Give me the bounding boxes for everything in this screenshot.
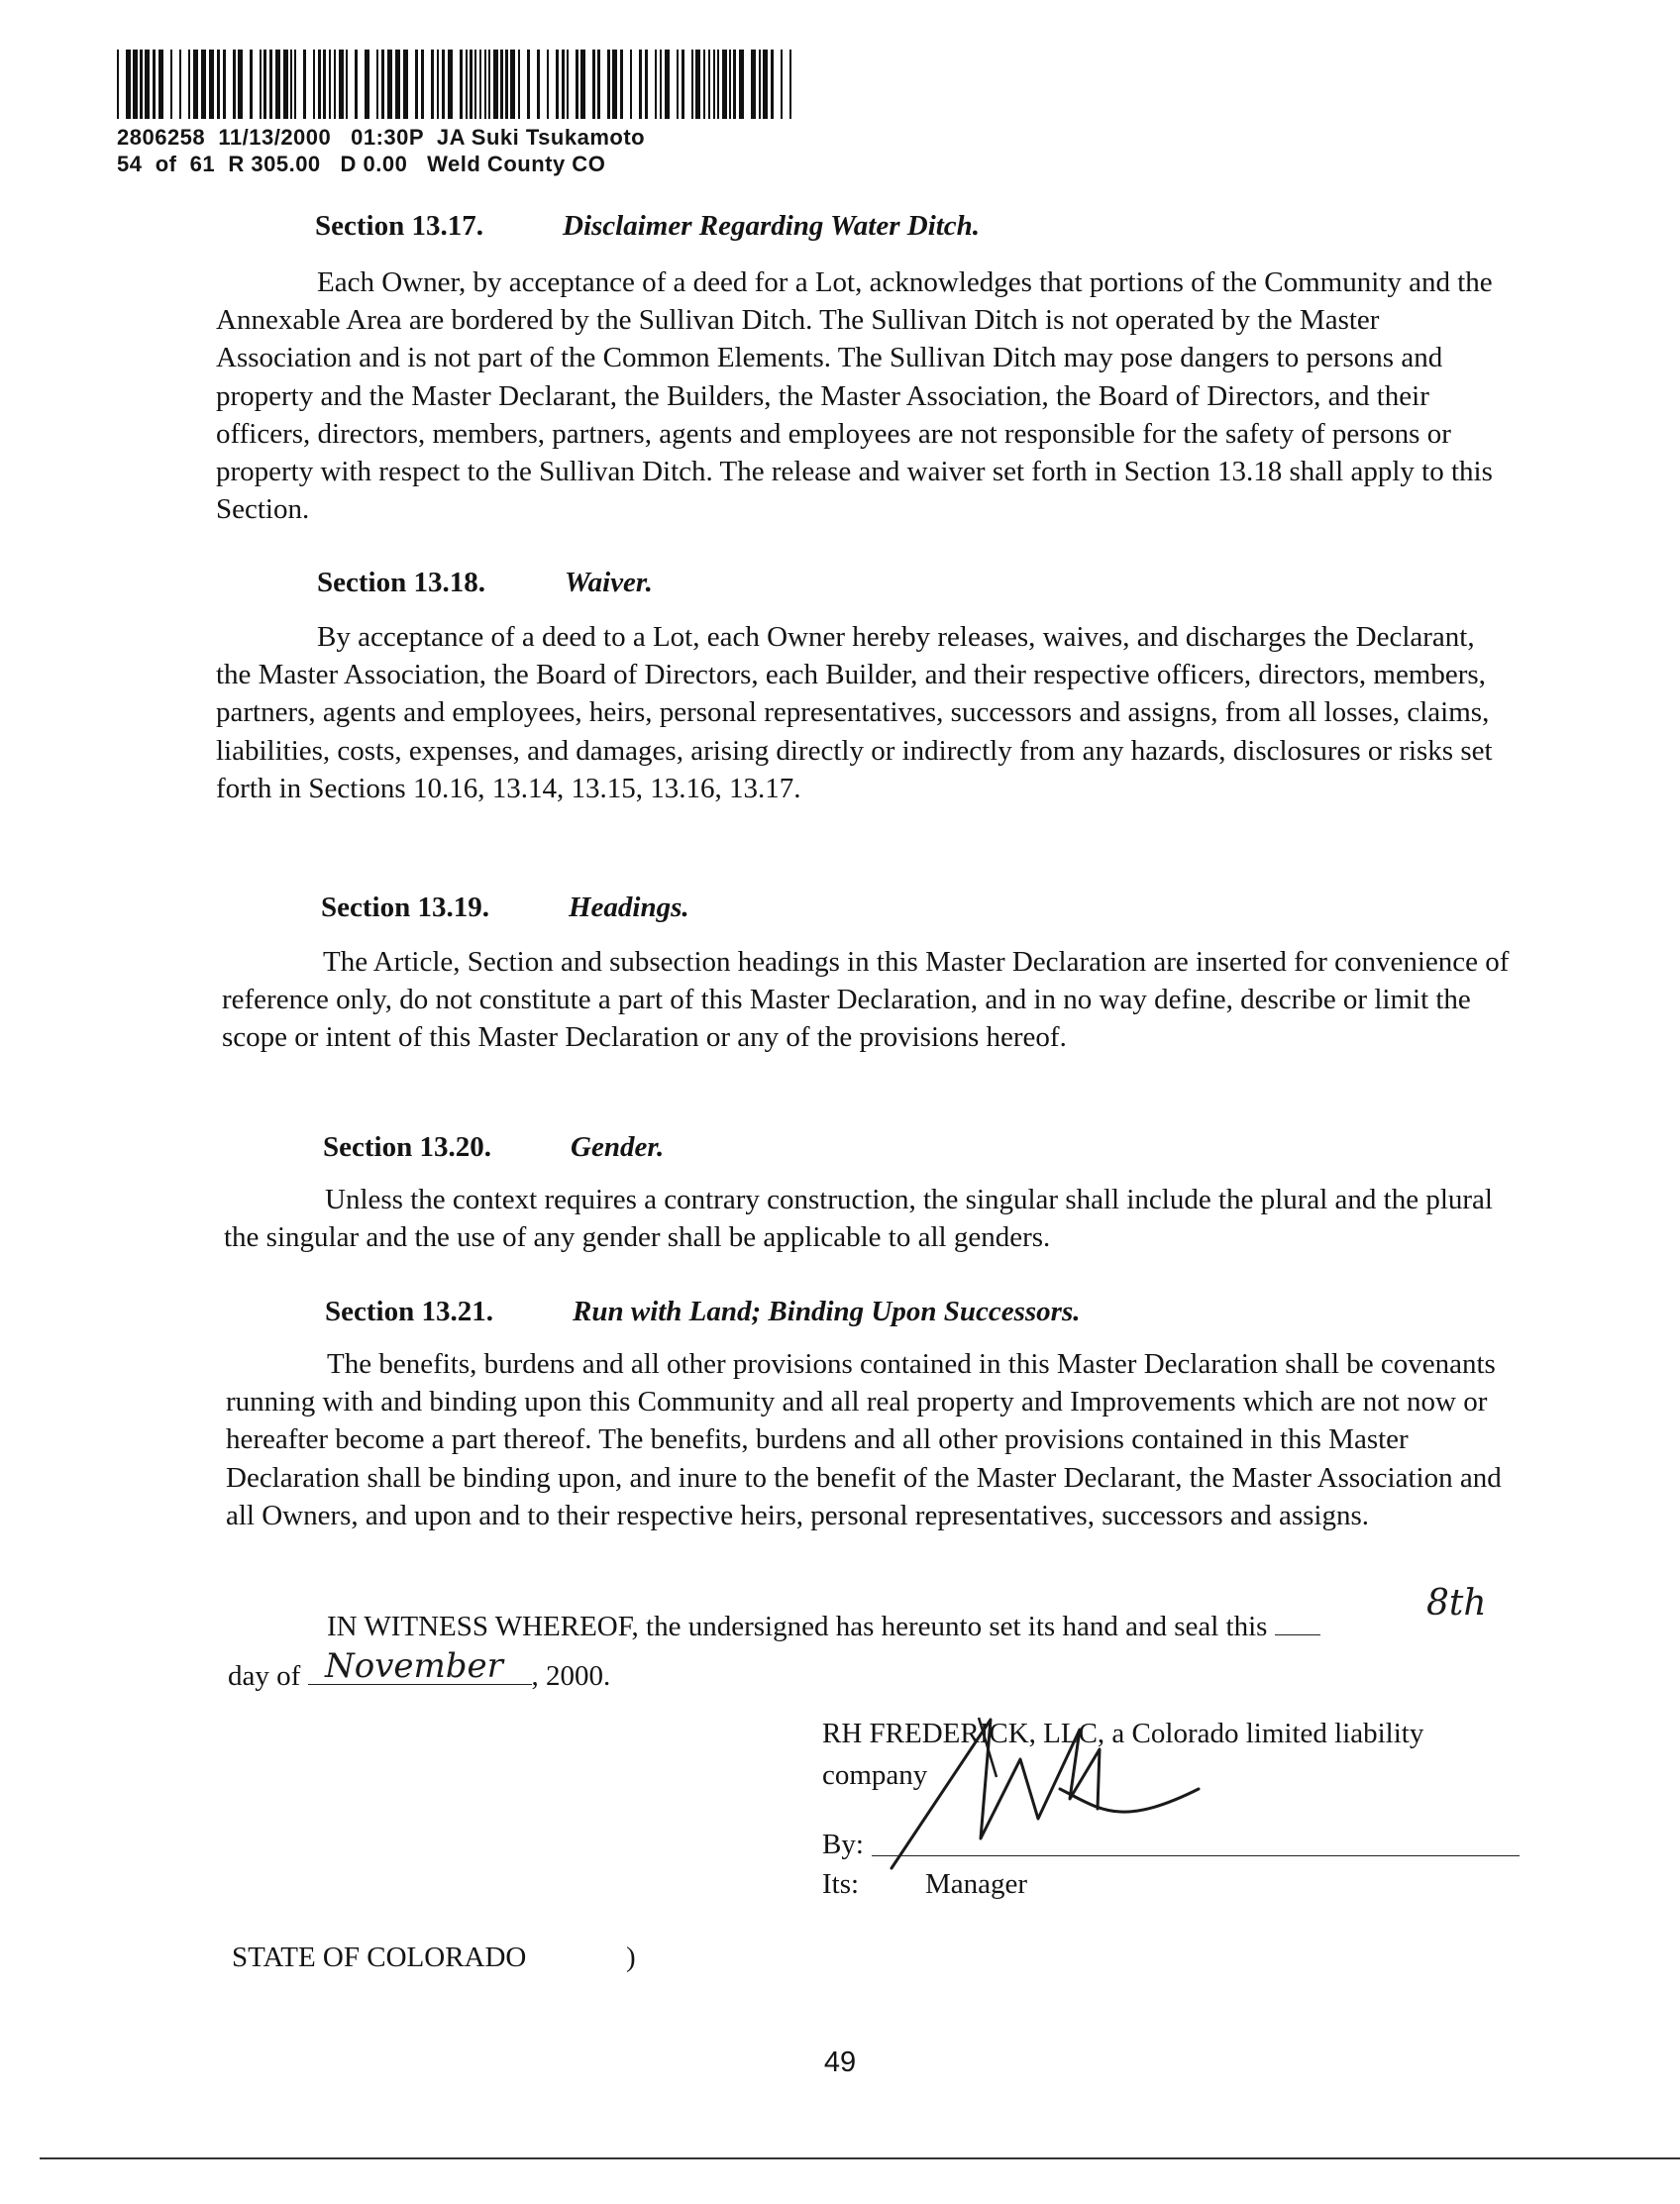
barcode-bar [630, 50, 632, 119]
section-title: Headings. [569, 892, 689, 923]
barcode-bar [275, 50, 280, 119]
barcode-bar [217, 50, 220, 119]
barcode-bar [763, 50, 768, 119]
barcode-bar [771, 50, 774, 119]
section-heading [325, 1296, 1080, 1328]
barcode-bar [677, 50, 679, 119]
section-heading [323, 1131, 664, 1164]
barcode-bar [179, 50, 181, 119]
barcode-bar [294, 50, 296, 119]
barcode-bar [729, 50, 731, 119]
barcode-bar [620, 50, 623, 119]
section-body: The Article, Section and subsection headings in this Master Declaration are inserted for convenience of reference only, do not constitute a part of this Master Declaration, and in no way define, describe or limit the scope or intent of this Master Declaration or any of the provisions hereof. [222, 946, 1510, 1054]
section-heading [317, 567, 653, 599]
section-number: Section 13.19. [321, 892, 489, 923]
barcode-bar [415, 50, 418, 119]
page-number: 49 [823, 2047, 857, 2078]
section-heading [315, 210, 980, 243]
barcode-bar [133, 50, 138, 119]
section-title: Gender. [571, 1131, 665, 1163]
barcode-bar [460, 50, 463, 119]
barcode-bar [269, 50, 272, 119]
barcode-bar [339, 50, 344, 119]
barcode-bar [323, 50, 326, 119]
barcode-bar [238, 50, 243, 119]
barcode-bar [381, 50, 384, 119]
barcode-bar [365, 50, 369, 119]
barcode-bar [466, 50, 468, 119]
barcode-bar [145, 50, 150, 119]
barcode-bar [488, 50, 490, 119]
barcode-bar [510, 50, 515, 119]
barcode-bar [665, 50, 670, 119]
barcode-bar [313, 50, 315, 119]
barcode-bar [158, 50, 163, 119]
handwritten-month: November [325, 1646, 503, 1686]
state-paren: ) [626, 1942, 636, 1973]
day-of-label: day of [228, 1660, 301, 1692]
barcode-bar [682, 50, 684, 119]
barcode-bar [188, 50, 190, 119]
barcode-bar [639, 50, 642, 119]
barcode-bar [346, 50, 348, 119]
barcode-bar [518, 50, 520, 119]
barcode-bar [117, 50, 119, 119]
witness-clause [327, 1609, 1320, 1643]
barcode-bar [717, 50, 719, 119]
barcode-bar [437, 50, 439, 119]
barcode-bar [470, 50, 472, 119]
barcode-bar [153, 50, 156, 119]
barcode-bar [612, 50, 617, 119]
barcode-bar [493, 50, 498, 119]
barcode-bar [448, 50, 453, 119]
section-heading [321, 892, 689, 924]
section-title: Run with Land; Binding Upon Successors. [573, 1296, 1081, 1327]
its-value: Manager [925, 1868, 1028, 1900]
barcode-bar [580, 50, 585, 119]
barcode-bar [505, 50, 508, 119]
barcode-bar [691, 50, 693, 119]
section-number: Section 13.21. [325, 1296, 493, 1327]
barcode-bar [303, 50, 306, 119]
barcode-bar [708, 50, 710, 119]
barcode-bar [527, 50, 530, 119]
barcode-bar [376, 50, 378, 119]
barcode-bar [201, 50, 206, 119]
state-heading: STATE OF COLORADO [232, 1942, 527, 1973]
barcode-bar [703, 50, 705, 119]
barcode-bar [592, 50, 595, 119]
section-title: Waiver. [565, 567, 653, 598]
barcode-bar [479, 50, 481, 119]
by-label: By: [822, 1829, 864, 1860]
barcode-bar [722, 50, 727, 119]
section-number: Section 13.18. [317, 567, 485, 598]
barcode-bar [233, 50, 236, 119]
barcode-bar [474, 50, 476, 119]
barcode-bar [223, 50, 226, 119]
barcode-bar [126, 50, 131, 119]
signatory-entity-cont: company [822, 1759, 928, 1791]
barcode-bar [140, 50, 143, 119]
day-blank [1275, 1609, 1320, 1635]
section-body: The benefits, burdens and all other provisions contained in this Master Declaration shall be covenants running with and binding upon this Community and all real property and Improvements which are not now or hereafter become a part thereof. The benefits, burdens and all other provisions contained in this Master Declaration shall be binding upon, and inure to the benefit of the Master Declarant, the Master Association and all Owners, and upon and to their respective heirs, personal representatives, successors and assigns. [226, 1348, 1502, 1531]
signature-scribble [872, 1690, 1268, 1888]
barcode-bar [193, 50, 198, 119]
barcode-bar [576, 50, 578, 119]
barcode-bar [556, 50, 559, 119]
year-suffix: , 2000. [531, 1660, 611, 1692]
barcode-bar [263, 50, 266, 119]
section-body: Each Owner, by acceptance of a deed for a Lot, acknowledges that portions of the Community and the Annexable Area are bordered by the Sullivan Ditch. The Sullivan Ditch is not operated by the Master Association and is not part of the Common Elements. The Sullivan Ditch may pose dangers to persons and property and the Master Declarant, the Builders, the Master Association, the Board of Directors, and their officers, directors, members, partners, agents and employees are not responsible for the safety of persons or property with respect to the Sullivan Ditch. The release and waiver set forth in Section 13.18 shall apply to this Section. [216, 266, 1493, 526]
barcode-bar [387, 50, 392, 119]
barcode-bar [562, 50, 565, 119]
scan-edge-line [40, 2157, 1680, 2159]
section-title: Disclaimer Regarding Water Ditch. [563, 210, 981, 242]
barcode-bar [500, 50, 503, 119]
barcode-bar [290, 50, 292, 119]
barcode-bar [645, 50, 648, 119]
barcode-bar [739, 50, 744, 119]
barcode-bar [334, 50, 336, 119]
barcode-bar [283, 50, 288, 119]
barcode-bar [547, 50, 549, 119]
barcode-bar [209, 50, 214, 119]
recording-stamp-line-1: 2806258 11/13/2000 01:30P JA Suki Tsukamoto [117, 125, 646, 150]
barcode-bar [781, 50, 783, 119]
barcode-bar [597, 50, 600, 119]
barcode-bar [567, 50, 569, 119]
barcode-bar [713, 50, 715, 119]
barcode-bar [421, 50, 424, 119]
barcode-bar [751, 50, 756, 119]
barcode-bar [170, 50, 172, 119]
recording-stamp-line-2: 54 of 61 R 305.00 D 0.00 Weld County CO [117, 152, 606, 176]
barcode-bar [660, 50, 662, 119]
barcode-bar [329, 50, 331, 119]
barcode-bar [403, 50, 408, 119]
barcode-bar [318, 50, 321, 119]
barcode-bar [733, 50, 736, 119]
barcode-bar [431, 50, 434, 119]
by-line [822, 1829, 864, 1861]
barcode [117, 50, 800, 133]
barcode-bar [484, 50, 486, 119]
barcode-bar [250, 50, 253, 119]
barcode-bar [442, 50, 445, 119]
witness-text: IN WITNESS WHEREOF, the undersigned has hereunto set its hand and seal this [327, 1611, 1268, 1642]
barcode-bar [355, 50, 358, 119]
its-label: Its: [822, 1868, 860, 1900]
barcode-bar [789, 50, 791, 119]
section-number: Section 13.17. [315, 210, 483, 242]
section-body: By acceptance of a deed to a Lot, each Owner hereby releases, waives, and discharges the Declarant, the Master Association, the Board of Directors, each Builder, and their respective officers, directors, members, partners, agents and employees, heirs, personal representatives, successors and assigns, from all losses, claims, liabilities, costs, expenses, and damages, arising directly or indirectly from any hazards, disclosures or risks set forth in Sections 10.16, 13.14, 13.15, 13.16, 13.17. [216, 621, 1493, 804]
barcode-bar [655, 50, 657, 119]
section-body: Unless the context requires a contrary construction, the singular shall include the plural and the plural the singular and the use of any gender shall be applicable to all genders. [224, 1184, 1493, 1254]
barcode-bar [607, 50, 610, 119]
barcode-bar [395, 50, 400, 119]
barcode-bar [537, 50, 540, 119]
barcode-bar [759, 50, 761, 119]
barcode-bar [260, 50, 262, 119]
barcode-bar [695, 50, 700, 119]
its-line [822, 1868, 859, 1901]
signatory-entity: RH FREDERICK, LLC, a Colorado limited liability [822, 1718, 1424, 1749]
handwritten-day: 8th [1426, 1583, 1487, 1624]
section-number: Section 13.20. [323, 1131, 491, 1163]
